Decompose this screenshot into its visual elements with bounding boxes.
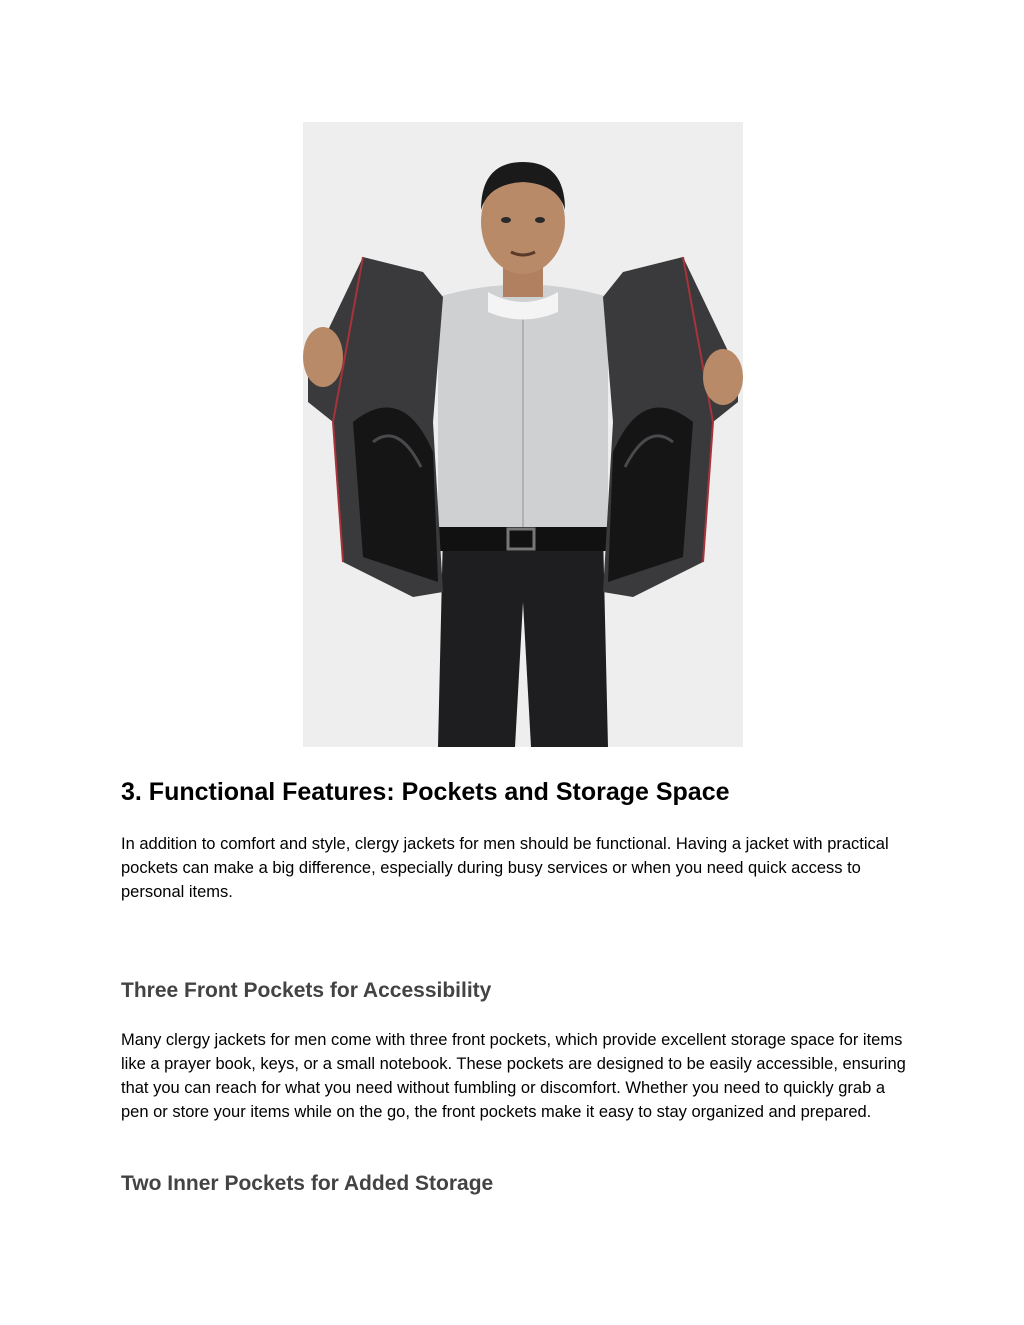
man-opening-clergy-jacket-photo: [303, 122, 743, 747]
front-pockets-paragraph: Many clergy jackets for men come with three front pockets, which provide excellent storage space for items like a prayer book, keys, or a small notebook. These pockets are designed to be easily accessible, ensuring that you can reach for what you need without fumbling or discomfort. Whether you need to quickly grab a pen or store your items while on the go, the front pockets make it easy to stay organized and prepared.: [121, 1031, 906, 1121]
subsection-heading-front-pockets: Three Front Pockets for Accessibility: [121, 979, 492, 1002]
product-photo: [303, 122, 743, 747]
section-heading: 3. Functional Features: Pockets and Storage Space: [121, 778, 730, 806]
subsection-heading-inner-pockets: Two Inner Pockets for Added Storage: [121, 1172, 494, 1195]
intro-paragraph: In addition to comfort and style, clergy jackets for men should be functional. Having a jacket with practical pockets can make a big difference, especially during busy services or when you need quick access to personal items.: [121, 835, 889, 901]
